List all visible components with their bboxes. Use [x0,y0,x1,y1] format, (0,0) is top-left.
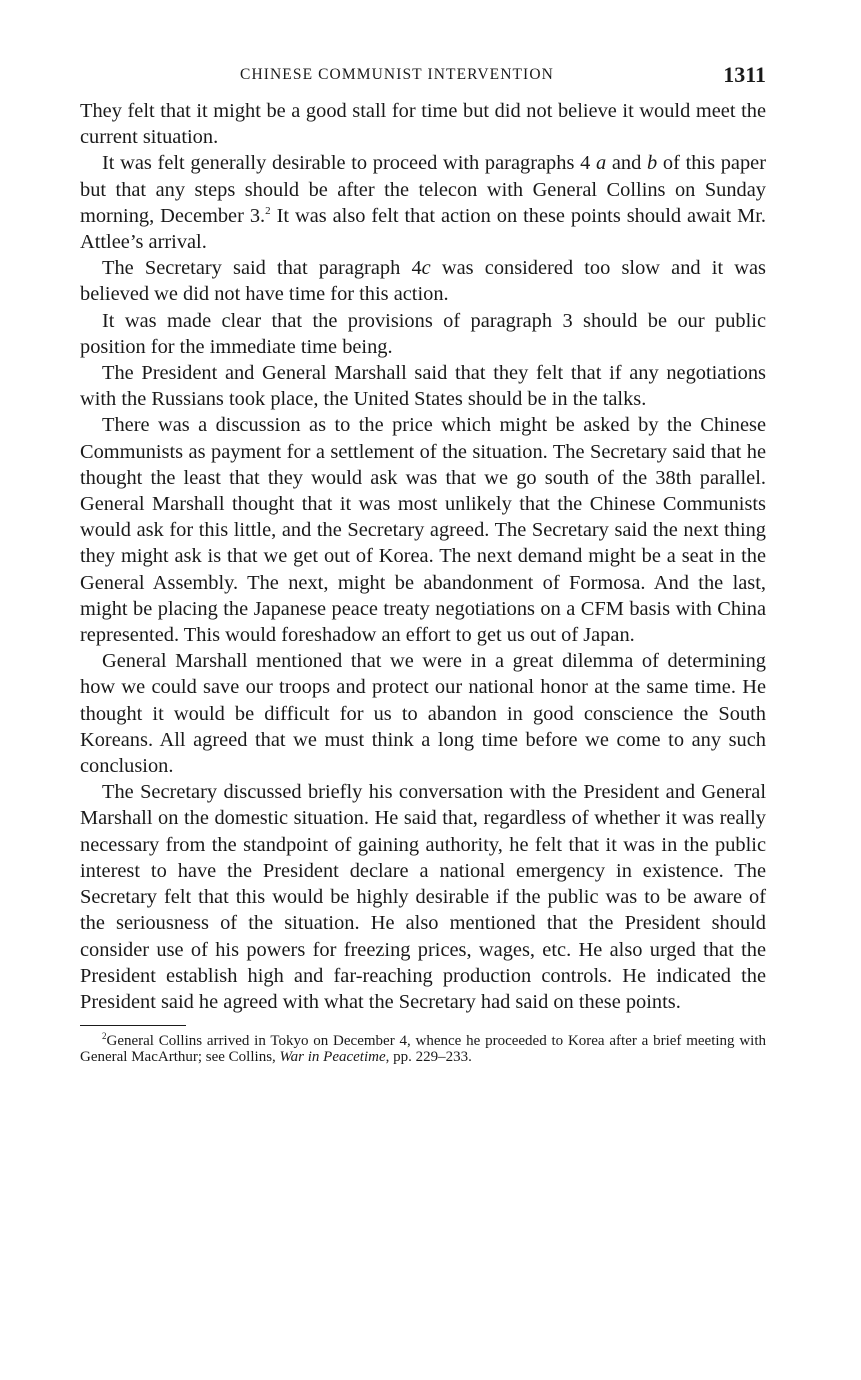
running-head: CHINESE COMMUNIST INTERVENTION [240,66,554,83]
page-content [80,62,766,1065]
paragraph-3: The Secretary said that paragraph 4c was considered too slow and it was believed we did not have time for this action. [80,257,766,306]
paragraph-5: The President and General Marshall said that they felt that if any negotiations with the Russians took place, the United States should be in the talks. [80,362,766,411]
page-header [80,62,766,98]
paragraph-4: It was made clear that the provisions of paragraph 3 should be our public position for the immediate time being. [80,309,766,358]
footnote-marker: 2 [102,1031,107,1042]
paragraph-7: General Marshall mentioned that we were in a great dilemma of determining how we could save our troops and protect our national honor at the same time. He thought it would be difficult for us to abandon in good conscience the South Koreans. All agreed that we must think a long time before we come to any such conclusion. [80,650,766,778]
paragraph-2: It was felt generally desirable to proceed with paragraphs 4 a and b of this paper but that any steps should be after the telecon with General Collins on Sunday morning, December 3.$^2$ It was also felt that action on these points should await Mr. Attlee’s arrival. [80,152,766,254]
footnote-divider [80,1025,186,1026]
paragraph-8: The Secretary discussed briefly his conversation with the President and General Marshall on the domestic situation. He said that, regardless of whether it was really necessary from the standpoint of gaining authority, he felt that it was in the public interest to have the President declare a national emergency in existence. The Secretary felt that this would be highly desirable if the public was to be aware of the seriousness of the situation. He also mentioned that the President should consider use of his powers for freezing prices, wages, etc. He also urged that the President establish high and far-reaching production controls. He indicated the President said he agreed with what the Secretary had said on these points. [80,781,766,1013]
footnote: $^2$General Collins arrived in Tokyo on December 4, whence he proceeded to Korea after a brief meeting with General MacArthur; see Collins, War in Peacetime, pp. 229–233. [80,1031,766,1065]
paragraph-6: There was a discussion as to the price which might be asked by the Chinese Communists as payment for a settlement of the situation. The Secretary said that he thought the least that they would ask was that we go south of the 38th parallel. General Marshall thought that it was most unlikely that the Chinese Communists would ask for this little, and the Secretary agreed. The Secretary said the next thing they might ask is that we get out of Korea. The next demand might be a seat in the General Assembly. The next, might be abandonment of Formosa. And the last, might be placing the Japanese peace treaty negotiations on a CFM basis with China represented. This would foreshadow an effort to get us out of Japan. [80,414,766,647]
paragraph-1: They felt that it might be a good stall for time but did not believe it would meet the current situation. [80,100,766,149]
body-text [80,98,766,1015]
page-number: 1311 [723,62,766,87]
cited-book-title: War in Peacetime [279,1048,386,1065]
footnote-reference[interactable]: 2 [265,204,271,217]
